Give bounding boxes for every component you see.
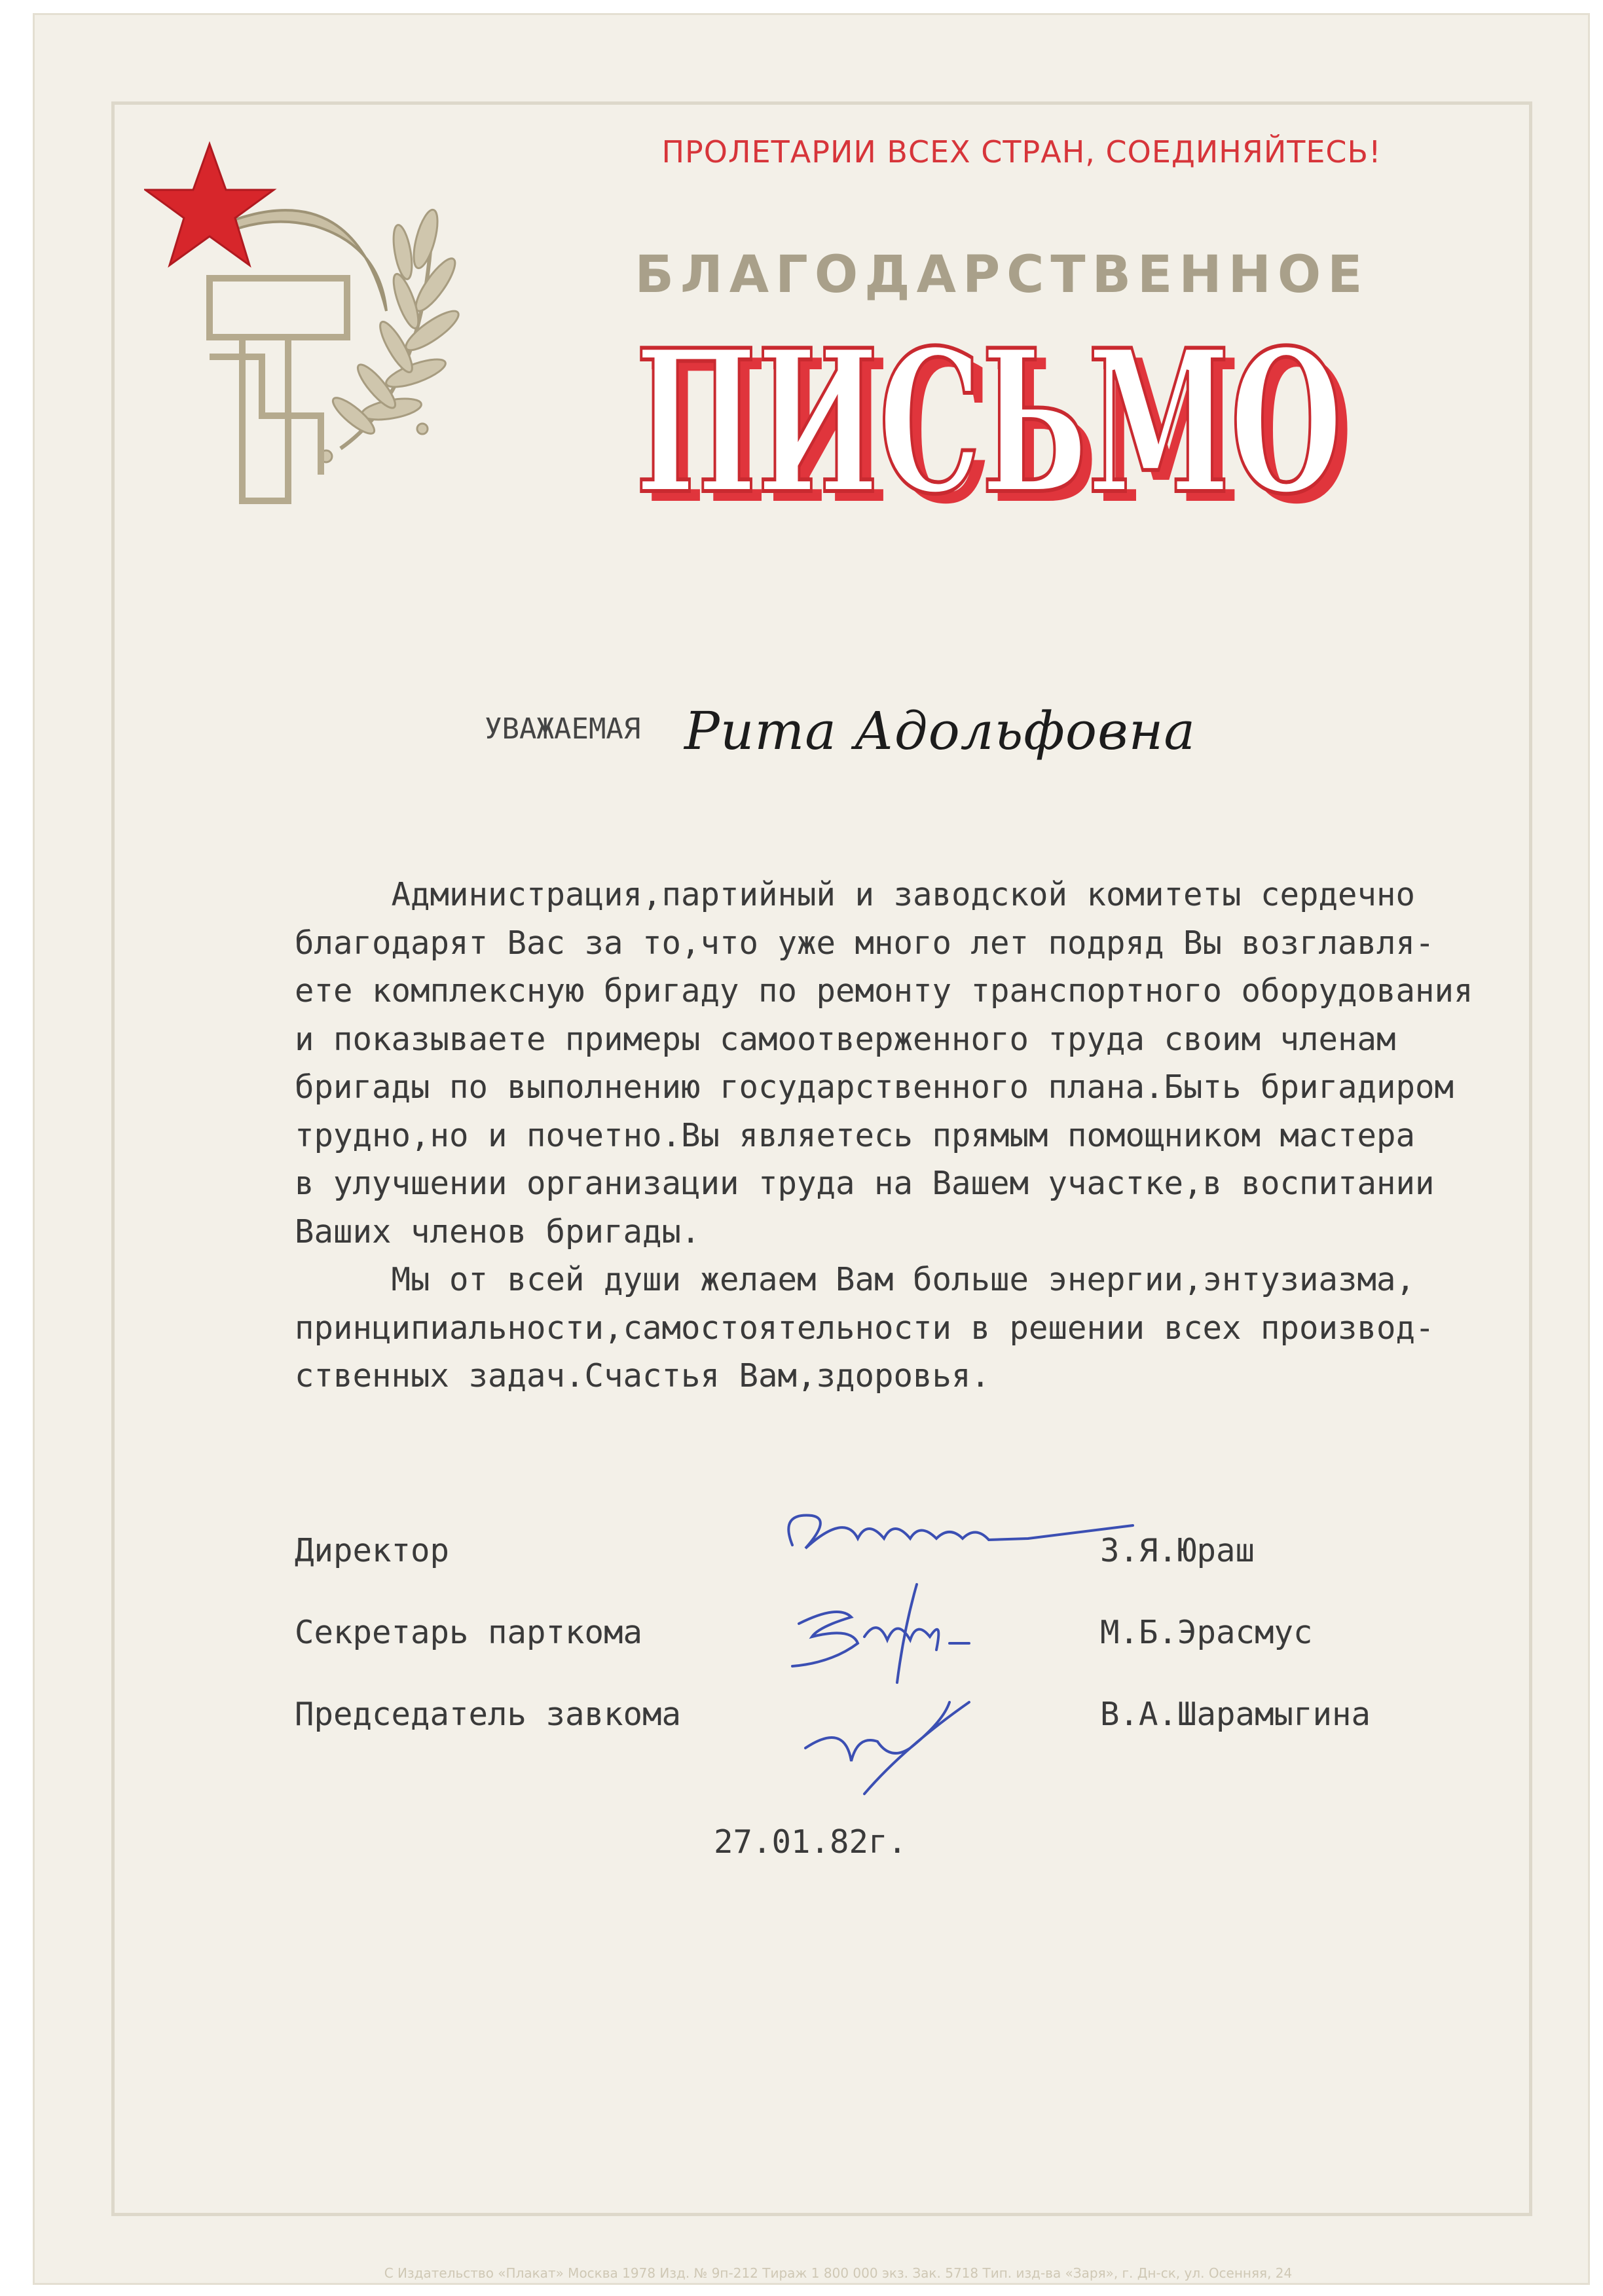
hammer-icon (210, 278, 347, 501)
letter-body (295, 871, 1578, 1400)
salutation-form-text: УВАЖАЕМАЯ (485, 712, 641, 746)
svg-text:ПИСЬМО: ПИСЬМО (646, 334, 1353, 524)
sickle-icon (236, 210, 386, 311)
body-line: бригады по выполнению государственного плана.Быть бригадиром (295, 1068, 1454, 1106)
signatory-role: Председатель завкома (295, 1696, 682, 1733)
handwritten-signatures (753, 1486, 1172, 1827)
certificate-sheet (33, 13, 1590, 2285)
document-subtitle: БЛАГОДАРСТВЕННОЕ (635, 246, 1369, 304)
signatory-role: Секретарь парткома (295, 1614, 643, 1651)
title-text: ПИСЬМО (635, 334, 1342, 524)
signatory-name: В.А.Шарамыгина (1100, 1696, 1371, 1733)
body-line: и показываете примеры самоотверженного труда своим членам (295, 1020, 1396, 1058)
body-line: Мы от всей души желаем Вам больше энергии,энтузиазма, (295, 1261, 1416, 1298)
document-title (622, 334, 1369, 524)
signature-director (788, 1516, 1133, 1548)
signature-party-secretary (792, 1584, 969, 1683)
body-line: ственных задач.Счастья Вам,здоровья. (295, 1357, 991, 1394)
signatory-name: М.Б.Эрасмус (1100, 1614, 1313, 1651)
emblem (144, 141, 471, 507)
body-line: в улучшении организации труда на Вашем участке,в воспитании (295, 1165, 1435, 1202)
publisher-imprint: С Издательство «Плакат» Москва 1978 Изд. № 9п-212 Тираж 1 800 000 экз. Зак. 5718 Тип. изд-ва «Заря», г. Дн-ск, ул. Осенняя, 24 (384, 2265, 1293, 2281)
body-line: трудно,но и почетно.Вы являетесь прямым помощником мастера (295, 1116, 1416, 1154)
body-line: Ваших членов бригады. (295, 1212, 701, 1250)
slogan: ПРОЛЕТАРИИ ВСЕХ СТРАН, СОЕДИНЯЙТЕСЬ! (661, 134, 1382, 170)
red-star-icon (145, 144, 274, 265)
body-line: благодарят Вас за то,что уже много лет подряд Вы возглавля- (295, 924, 1435, 962)
signature-union-chair (805, 1702, 969, 1794)
signatory-name: З.Я.Юраш (1100, 1532, 1255, 1569)
body-line: ете комплексную бригаду по ремонту транспортного оборудования (295, 972, 1473, 1010)
body-line: Администрация,партийный и заводской комитеты сердечно (295, 876, 1416, 913)
recipient-name: Рита Адольфовна (684, 701, 1196, 761)
document-date: 27.01.82г. (714, 1823, 908, 1861)
signatory-role: Директор (295, 1532, 450, 1569)
body-line: принципиальности,самостоятельности в решении всех производ- (295, 1309, 1435, 1347)
